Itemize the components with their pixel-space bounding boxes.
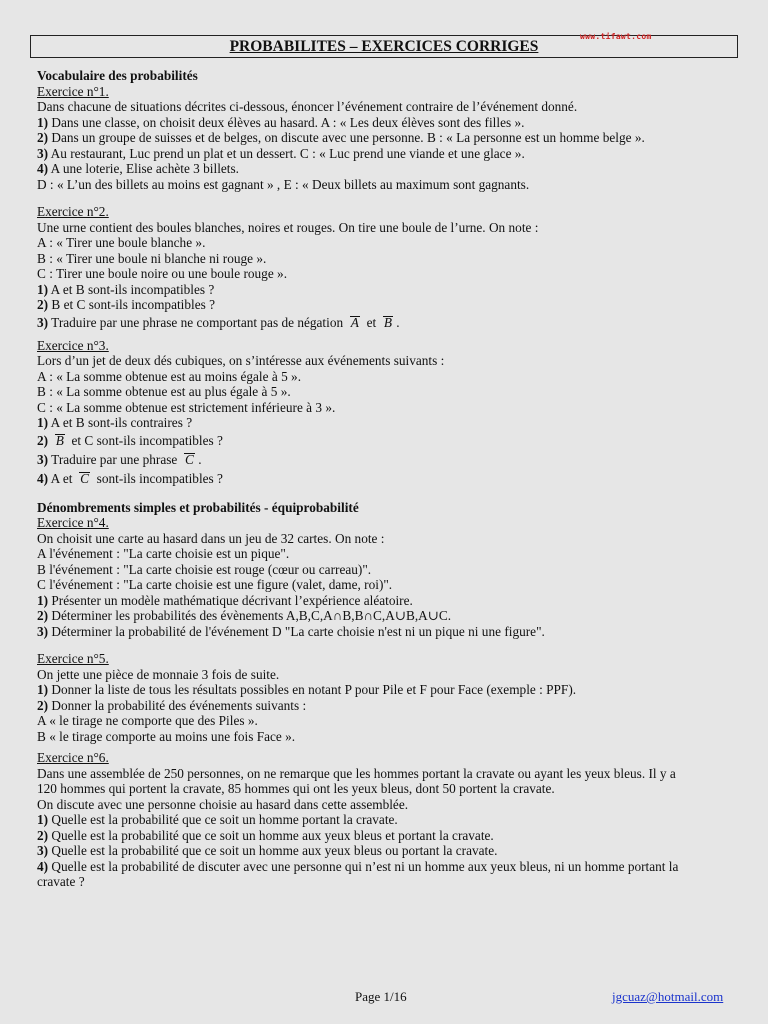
question-text: Donner la liste de tous les résultats possibles en notant P pour Pile et F pour Face (exemple : PPF). [51, 682, 577, 697]
exercise-1-q1 [37, 115, 739, 131]
question-number: 1) [37, 281, 49, 297]
page-title: PROBABILITES – EXERCICES CORRIGES [30, 35, 738, 58]
exercise-4-title: Exercice n°4. [37, 515, 109, 530]
question-text: A et B sont-ils contraires ? [50, 415, 193, 430]
question-text: A et B sont-ils incompatibles ? [50, 281, 215, 297]
question-number: 4) [37, 161, 49, 176]
question-number: 1) [37, 415, 49, 430]
question-text: sont-ils incompatibles ? [96, 470, 223, 486]
exercise-3-q3 [37, 450, 739, 469]
exercise-1-title: Exercice n°1. [37, 83, 109, 99]
question-text: Traduire par une phrase [51, 451, 178, 467]
question-text: Présenter un modèle mathématique décrivant l’expérience aléatoire. [51, 592, 413, 608]
exercise-4-intro: On choisit une carte au hasard dans un jeu de 32 cartes. On note : [37, 530, 385, 546]
exercise-5-event-b: B « le tirage comporte au moins une fois Face ». [37, 728, 296, 744]
exercise-1-q3 [37, 146, 739, 162]
question-number: 3) [37, 451, 49, 467]
exercise-4-event-b: B l'événement : "La carte choisie est rouge (cœur ou carreau)". [37, 561, 372, 577]
question-text: B et C sont-ils incompatibles ? [51, 297, 216, 312]
exercise-2-intro: Une urne contient des boules blanches, noires et rouges. On tire une boule de l’urne. On note : [37, 219, 539, 235]
exercise-6-intro-line-3: On discute avec une personne choisie au hasard dans cette assemblée. [37, 796, 409, 812]
question-text: Quelle est la probabilité que ce soit un homme aux yeux bleus ou portant la cravate. [51, 843, 498, 858]
question-number: 4) [37, 470, 49, 486]
question-number: 2) [37, 827, 49, 843]
exercise-1-intro: Dans chacune de situations décrites ci-dessous, énoncer l’événement contraire de l’événement donné. [37, 99, 578, 114]
exercise-3-title: Exercice n°3. [37, 337, 109, 353]
complement-b: B [55, 432, 64, 448]
exercise-6-title: Exercice n°6. [37, 750, 109, 765]
exercise-3-event-c: C : « La somme obtenue est strictement inférieure à 3 ». [37, 399, 336, 415]
exercise-2-title: Exercice n°2. [37, 204, 109, 219]
complement-c: C [80, 470, 89, 486]
exercise-2-event-c: C : Tirer une boule noire ou une boule rouge ». [37, 266, 288, 281]
question-text: Traduire par une phrase ne comportant pas de négation [51, 314, 344, 330]
question-text: Quelle est la probabilité que ce soit un homme portant la cravate. [51, 812, 398, 827]
exercise-2-q1 [37, 282, 739, 298]
complement-a: A [350, 314, 359, 330]
question-text: Dans un groupe de suisses et de belges, on discute avec une personne. B : « La personne est un homme belge ». [51, 130, 645, 145]
exercise-5-q2 [37, 698, 739, 714]
question-text: Déterminer la probabilité de l'événement D "La carte choisie n'est ni un pique ni une figure". [51, 623, 545, 639]
exercise-3-event-b: B : « La somme obtenue est au plus égale à 5 ». [37, 384, 291, 399]
exercise-5-title: Exercice n°5. [37, 651, 109, 666]
question-number: 3) [37, 145, 49, 161]
exercise-6-intro-line-1: Dans une assemblée de 250 personnes, on ne remarque que les hommes portant la cravate ou ayant les yeux bleus. Il y a [37, 765, 676, 781]
question-text: Dans une classe, on choisit deux élèves au hasard. A : « Les deux élèves sont des filles ». [51, 114, 525, 130]
complement-c: C [185, 451, 194, 467]
exercise-4-q1 [37, 593, 739, 609]
document-body [37, 68, 739, 890]
question-text: Déterminer les probabilités des évènements A,B,C,A∩B,B∩C,A∪B,A∪C. [51, 608, 452, 623]
exercise-6-q4-continued: cravate ? [37, 874, 85, 889]
exercise-5-event-a: A « le tirage ne comporte que des Piles ». [37, 713, 258, 728]
exercise-3-intro: Lors d’un jet de deux dés cubiques, on s’intéresse aux événements suivants : [37, 353, 445, 368]
exercise-4-event-c: C l'événement : "La carte choisie est une figure (valet, dame, roi)". [37, 577, 393, 592]
exercise-5-intro: On jette une pièce de monnaie 3 fois de suite. [37, 666, 280, 682]
question-text: Au restaurant, Luc prend un plat et un dessert. C : « Luc prend une viande et une glace ». [50, 145, 525, 161]
exercise-2-q3 [37, 313, 739, 332]
exercise-6-q1 [37, 812, 739, 828]
question-text: Donner la probabilité des événements suivants : [51, 697, 307, 713]
email-link[interactable]: jgcuaz@hotmail.com [612, 989, 724, 1004]
exercise-1-q4-events: D : « L’un des billets au moins est gagnant » , E : « Deux billets au maximum sont gagnants. [37, 176, 530, 192]
page-number: Page 1/16 [355, 989, 407, 1004]
question-number: 1) [37, 682, 49, 697]
exercise-2-event-a: A : « Tirer une boule blanche ». [37, 235, 206, 250]
question-number: 2) [37, 130, 49, 145]
question-text: Quelle est la probabilité que ce soit un homme aux yeux bleus et portant la cravate. [51, 827, 494, 843]
exercise-5-q1 [37, 682, 739, 698]
exercise-4-event-a: A l'événement : "La carte choisie est un pique". [37, 546, 290, 561]
question-number: 2) [37, 608, 49, 623]
section-heading-denombrements: Dénombrements simples et probabilités - équiprobabilité [37, 499, 359, 515]
exercise-3-event-a: A : « La somme obtenue est au moins égale à 5 ». [37, 368, 302, 384]
exercise-2-q2 [37, 297, 739, 313]
punctuation: . [198, 451, 202, 467]
watermark: www.tifawt.com [580, 32, 652, 41]
exercise-4-q2 [37, 608, 739, 624]
exercise-2-event-b: B : « Tirer une boule ni blanche ni rouge ». [37, 250, 267, 266]
question-text: Quelle est la probabilité de discuter avec une personne qui n’est ni un homme aux yeux bleus, ni un homme portant la [51, 858, 679, 874]
exercise-3-q2 [37, 431, 739, 450]
question-number: 2) [37, 297, 49, 312]
exercise-3-q1 [37, 415, 739, 431]
question-number: 3) [37, 843, 49, 858]
exercise-6-intro-line-2: 120 hommes qui portent la cravate, 85 hommes qui ont les yeux bleus, dont 50 portent la cravate. [37, 781, 555, 796]
exercise-6-q4 [37, 859, 739, 875]
exercise-4-q3 [37, 624, 739, 640]
question-text: et [366, 314, 377, 330]
exercise-6-q2 [37, 828, 739, 844]
question-number: 3) [37, 623, 49, 639]
question-text: A une loterie, Elise achète 3 billets. [50, 161, 239, 176]
exercise-3-q4 [37, 469, 739, 488]
question-number: 1) [37, 592, 49, 608]
complement-b: B [383, 314, 392, 330]
exercise-1-q4 [37, 161, 739, 177]
section-heading-vocab: Vocabulaire des probabilités [37, 68, 198, 83]
exercise-6-q3 [37, 843, 739, 859]
question-number: 2) [37, 697, 49, 713]
question-number: 3) [37, 314, 49, 330]
question-text: et C sont-ils incompatibles ? [71, 432, 223, 448]
punctuation: . [396, 314, 400, 330]
question-number: 4) [37, 858, 49, 874]
question-number: 1) [37, 114, 49, 130]
question-text: A et [50, 470, 73, 486]
question-number: 1) [37, 812, 49, 827]
exercise-1-q2 [37, 130, 739, 146]
question-number: 2) [37, 432, 49, 448]
